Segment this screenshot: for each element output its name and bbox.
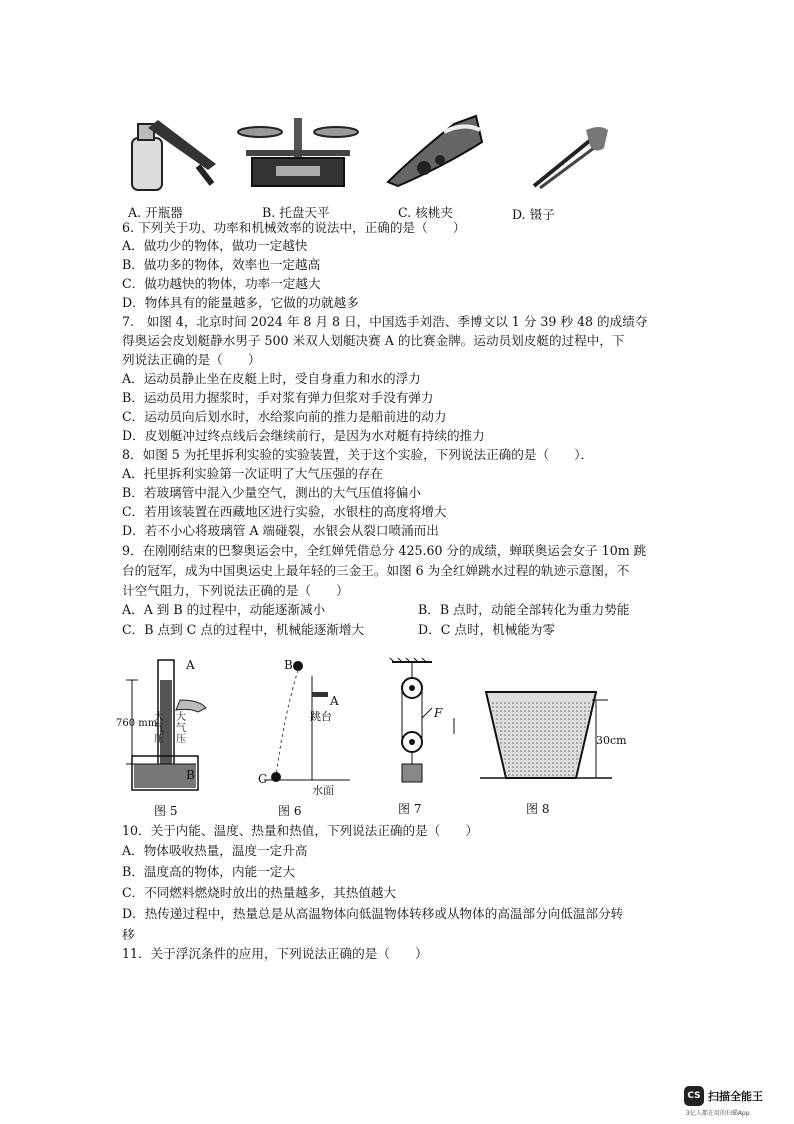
bottle-opener-icon bbox=[128, 118, 220, 192]
tweezers-icon bbox=[526, 124, 610, 190]
q6-option-b: B．做功多的物体，效率也一定越高 bbox=[122, 257, 321, 272]
q10-option-b: B．温度高的物体，内能一定大 bbox=[122, 864, 295, 879]
fig5-pressure-left: 大气压 bbox=[154, 712, 164, 745]
camscanner-watermark bbox=[684, 1086, 790, 1120]
fig5-height-label: 760 mm bbox=[116, 718, 158, 729]
tray-balance-icon bbox=[236, 114, 360, 192]
figure-6-diving bbox=[254, 656, 354, 786]
q9-stem-line-2: 台的冠军，成为中国奥运史上最年轻的三金王。如图 6 为全红婵跳水过程的轨迹示意图，不 bbox=[122, 563, 630, 578]
q8-option-c: C．若用该装置在西藏地区进行实验，水银柱的高度将增大 bbox=[122, 504, 447, 519]
q6-stem: 6. 下列关于功、功率和机械效率的说法中，正确的是（ ） bbox=[122, 220, 466, 235]
fig7-force-label: F bbox=[434, 706, 443, 720]
q10-stem: 10．关于内能、温度、热量和热值，下列说法正确的是（ ） bbox=[122, 823, 479, 838]
fig6-platform-label: 跳台 bbox=[310, 710, 332, 723]
q10-option-d: D．热传递过程中，热量总是从高温物体向低温物体转移或从物体的高温部分向低温部分转 bbox=[122, 906, 624, 921]
fig8-caption: 图 8 bbox=[526, 802, 550, 816]
fig5-pressure-right: 大气压 bbox=[176, 712, 186, 745]
camscanner-logo-icon: CS bbox=[684, 1086, 704, 1106]
q10-option-c: C．不同燃料燃烧时放出的热量越多，其热值越大 bbox=[122, 885, 397, 900]
q7-option-a: A．运动员静止坐在皮艇上时，受自身重力和水的浮力 bbox=[122, 371, 421, 386]
q7-option-d: D．皮划艇冲过终点线后会继续前行，是因为水对艇有持续的推力 bbox=[122, 428, 485, 443]
q6-option-a: A．做功少的物体，做功一定越快 bbox=[122, 238, 308, 253]
tool-option-d: D. 镊子 bbox=[512, 207, 555, 222]
q9-option-b: B．B 点时，动能全部转化为重力势能 bbox=[418, 602, 630, 617]
tool-option-b: B. 托盘天平 bbox=[262, 205, 330, 220]
fig5-label-b: B bbox=[186, 768, 195, 782]
fig6-water-label: 水面 bbox=[312, 784, 334, 797]
fig7-caption: 图 7 bbox=[398, 802, 422, 816]
watermark-subtitle: 3亿人都在用的扫描App bbox=[686, 1110, 750, 1117]
tool-option-c: C. 核桃夹 bbox=[398, 205, 453, 220]
fig6-label-c: C bbox=[258, 772, 268, 786]
fig6-label-b: B bbox=[284, 658, 293, 672]
watermark-title: 扫描全能王 bbox=[708, 1090, 763, 1103]
figure-8-container bbox=[476, 678, 616, 788]
q9-stem-line-3: 计空气阻力，下列说法正确的是（ ） bbox=[122, 583, 349, 598]
q6-option-d: D．物体具有的能量越多，它做的功就越多 bbox=[122, 295, 359, 310]
fig6-label-a: A bbox=[330, 694, 339, 708]
tool-option-a: A. 开瓶器 bbox=[128, 205, 183, 220]
q9-stem-line-1: 9．在刚刚结束的巴黎奥运会中，全红婵凭借总分 425.60 分的成绩，蝉联奥运会女子 10m 跳 bbox=[122, 543, 647, 558]
q7-option-b: B．运动员用力握浆时，手对浆有弹力但浆对手没有弹力 bbox=[122, 390, 434, 405]
q10-option-a: A．物体吸收热量，温度一定升高 bbox=[122, 843, 308, 858]
fig6-caption: 图 6 bbox=[278, 804, 302, 818]
q10-option-d-continued: 移 bbox=[122, 927, 135, 942]
fig5-caption: 图 5 bbox=[154, 804, 178, 818]
q9-option-a: A．A 到 B 的过程中，动能逐渐减小 bbox=[122, 602, 326, 617]
q6-option-c: C．做功越快的物体，功率一定越大 bbox=[122, 276, 321, 291]
q9-option-d: D．C 点时，机械能为零 bbox=[418, 622, 556, 637]
q8-option-b: B．若玻璃管中混入少量空气，测出的大气压值将偏小 bbox=[122, 485, 421, 500]
figure-7-pulley bbox=[388, 658, 460, 794]
q7-option-c: C．运动员向后划水时，水给浆向前的推力是船前进的动力 bbox=[122, 409, 447, 424]
q8-option-a: A．托里拆利实验第一次证明了大气压强的存在 bbox=[122, 466, 383, 481]
q9-option-c: C．B 点到 C 点的过程中，机械能逐渐增大 bbox=[122, 622, 365, 637]
q8-stem: 8．如图 5 为托里拆利实验的实验装置，关于这个实验，下列说法正确的是（ ）． bbox=[122, 447, 594, 462]
q7-stem-line-3: 列说法正确的是（ ） bbox=[122, 352, 261, 367]
q7-stem-line-2: 得奥运会皮划艇静水男子 500 米双人划艇决赛 A 的比赛金牌。运动员划皮艇的过程中，下 bbox=[122, 333, 625, 348]
q8-option-d: D．若不小心将玻璃管 A 端碰裂，水银会从裂口喷涌而出 bbox=[122, 523, 439, 538]
fig5-label-a: A bbox=[186, 658, 195, 672]
fig8-depth-label: 30cm bbox=[596, 734, 627, 747]
q11-stem: 11．关于浮沉条件的应用，下列说法正确的是（ ） bbox=[122, 946, 428, 961]
nutcracker-icon bbox=[384, 112, 488, 188]
q7-stem-line-1: 7. 如图 4，北京时间 2024 年 8 月 8 日，中国选手刘浩、季博文以 1 分 39 秒 48 的成绩夺 bbox=[122, 314, 648, 329]
